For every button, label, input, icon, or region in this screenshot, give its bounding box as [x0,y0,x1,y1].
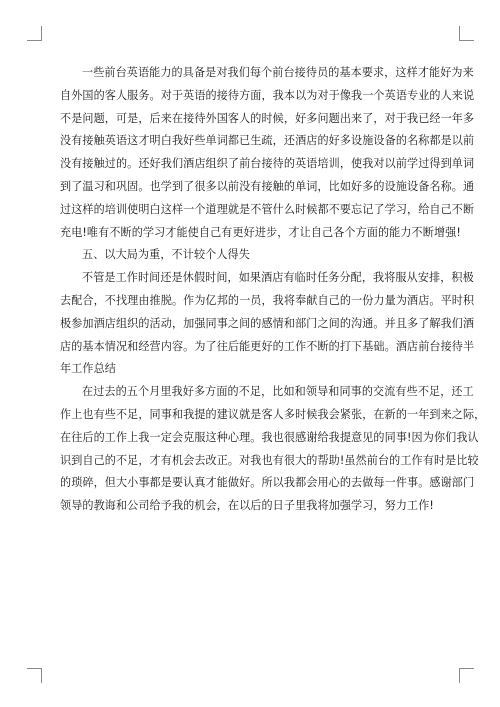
text-line: 不管是工作时间还是休假时间，如果酒店有临时任务分配，我将服从安排，积极 [82,271,474,285]
text-line: 一些前台英语能力的具备是对我们每个前台接待员的基本要求，这样才能好为来 [82,66,474,79]
page-corner-mark-top-left [27,26,42,41]
section-heading [60,244,440,267]
text-line: 极参加酒店组织的活动，加强同事之间的感情和部门之间的沟通。并且多了解我们酒 [60,316,475,330]
text-line: 作上也有些不足，同事和我提的建议就是客人多时候我会紧张，在新的一年到来之际， [60,407,486,421]
document-body [60,62,486,518]
paragraph-teamwork [60,267,475,381]
text-line: 识到自己的不足，才有机会去改正。对我也有很大的帮助!虽然前台的工作有时是比较 [60,453,479,467]
text-line: 在过去的五个月里我好多方面的不足，比如和领导和同事的交流有些不足，还工 [82,385,474,399]
text-line: 过这样的培训使明白这样一个道理就是不管什么时候都不要忘记了学习，给自己不断 [60,202,475,216]
text-line: 领导的教诲和公司给予我的机会，在以后的日子里我将加强学习，努力工作! [60,499,434,513]
section-heading-text: 五、以大局为重，不计较个人得失 [82,248,250,262]
text-line: 充电!唯有不断的学习才能使自己有更好进步，才让自己各个方面的能力不断增强! [60,225,461,239]
text-line: 去配合，不找理由推脱。作为亿邦的一员，我将奉献自己的一份力量为酒店。平时积 [60,293,475,307]
text-line: 不是问题，可是，后来在接待外国客人的时候，好多问题出来了，对于我已经一年多 [60,111,475,125]
text-line: 到了温习和巩固。也学到了很多以前没有接触的单词，比如好多的设施设备名称。通 [60,179,475,193]
text-line: 店的基本情况和经营内容。为了往后能更好的工作不断的打下基础。酒店前台接待半 [60,339,475,353]
paragraph-english-ability [60,62,475,244]
page-corner-mark-top-right [459,26,474,41]
page-corner-mark-bottom-left [27,668,42,683]
page-corner-mark-bottom-right [459,668,474,683]
text-line: 没有接触过的。还好我们酒店组织了前台接待的英语培训，使我对以前学过得到单词 [60,157,475,171]
paragraph-shortcomings [60,381,486,518]
text-line: 在往后的工作上我一定会克服这种心理。我也很感谢给我提意见的同事!因为你们我认 [60,430,479,444]
text-line: 的琐碎，但大小事都是要认真才能做好。所以我都会用心的去做每一件事。感谢部门 [60,476,475,490]
text-line: 自外国的客人服务。对于英语的接待方面，我本以为对于像我一个英语专业的人来说 [60,88,475,102]
text-line: 没有接触英语这才明白我好些单词都已生疏，还酒店的好多设施设备的名称都是以前 [60,134,475,148]
text-line: 年工作总结 [60,362,116,376]
